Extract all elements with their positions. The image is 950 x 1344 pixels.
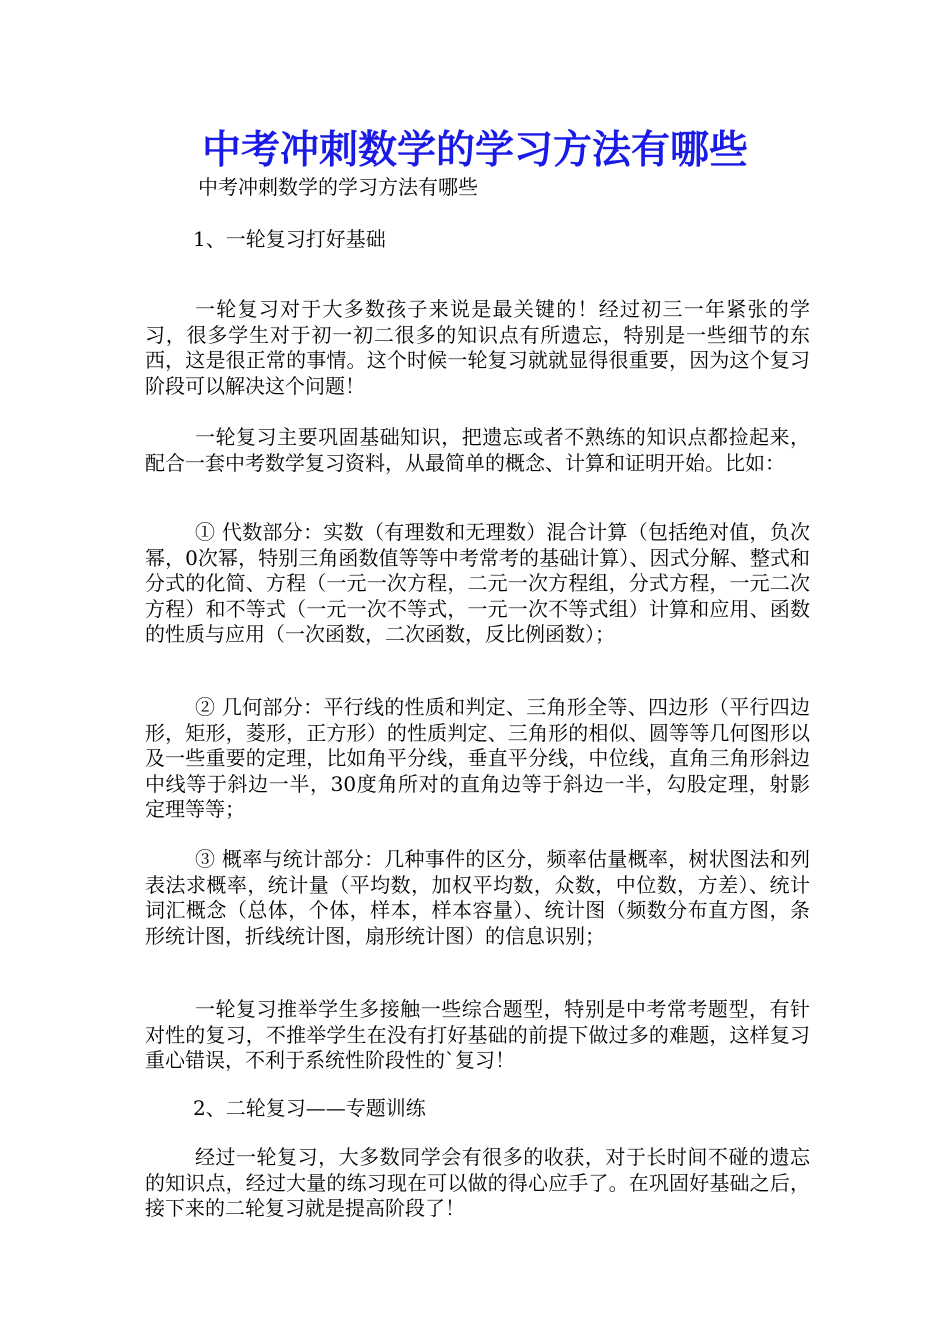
paragraph: 一轮复习对于大多数孩子来说是最关键的！经过初三一年紧张的学习，很多学生对于初一初二很多的知识点有所遗忘，特别是一些细节的东西，这是很正常的事情。这个时候一轮复习就就显得很重要，因为这个复习阶段可以解决这个问题！ (145, 297, 810, 398)
section-heading-1: 1、一轮复习打好基础 (193, 227, 386, 251)
document-title: 中考冲刺数学的学习方法有哪些 (201, 127, 748, 173)
paragraph: 经过一轮复习，大多数同学会有很多的收获，对于长时间不碰的遗忘的知识点，经过大量的练习现在可以做的得心应手了。在巩固好基础之后，接下来的二轮复习就是提高阶段了！ (145, 1145, 810, 1221)
paragraph: ① 代数部分：实数（有理数和无理数）混合计算（包括绝对值，负次幂，0次幂，特别三角函数值等等中考常考的基础计算）、因式分解、整式和分式的化简、方程（一元一次方程，二元一次方程组，分式方程，一元二次方程）和不等式（一元一次不等式，一元一次不等式组）计算和应用、函数的性质与应用（一次函数，二次函数，反比例函数）； (145, 520, 810, 647)
paragraph: ② 几何部分：平行线的性质和判定、三角形全等、四边形（平行四边形，矩形，菱形，正方形）的性质判定、三角形的相似、圆等等几何图形以及一些重要的定理，比如角平分线，垂直平分线，中位线，直角三角形斜边中线等于斜边一半，30度角所对的直角边等于斜边一半，勾股定理，射影定理等等； (145, 695, 810, 822)
paragraph: ③ 概率与统计部分：几种事件的区分，频率估量概率，树状图法和列表法求概率，统计量（平均数，加权平均数，众数，中位数，方差）、统计词汇概念（总体，个体，样本，样本容量）、统计图（频数分布直方图，条形统计图，折线统计图，扇形统计图）的信息识别； (145, 847, 810, 948)
paragraph: 一轮复习推举学生多接触一些综合题型，特别是中考常考题型，有针对性的复习，不推举学生在没有打好基础的前提下做过多的难题，这样复习重心错误，不利于系统性阶段性的`复习！ (145, 997, 810, 1073)
section-heading-2: 2、二轮复习——专题训练 (193, 1096, 426, 1120)
document-subtitle: 中考冲刺数学的学习方法有哪些 (198, 175, 478, 199)
paragraph: 一轮复习主要巩固基础知识，把遗忘或者不熟练的知识点都捡起来，配合一套中考数学复习资料，从最简单的概念、计算和证明开始。比如： (145, 425, 810, 475)
